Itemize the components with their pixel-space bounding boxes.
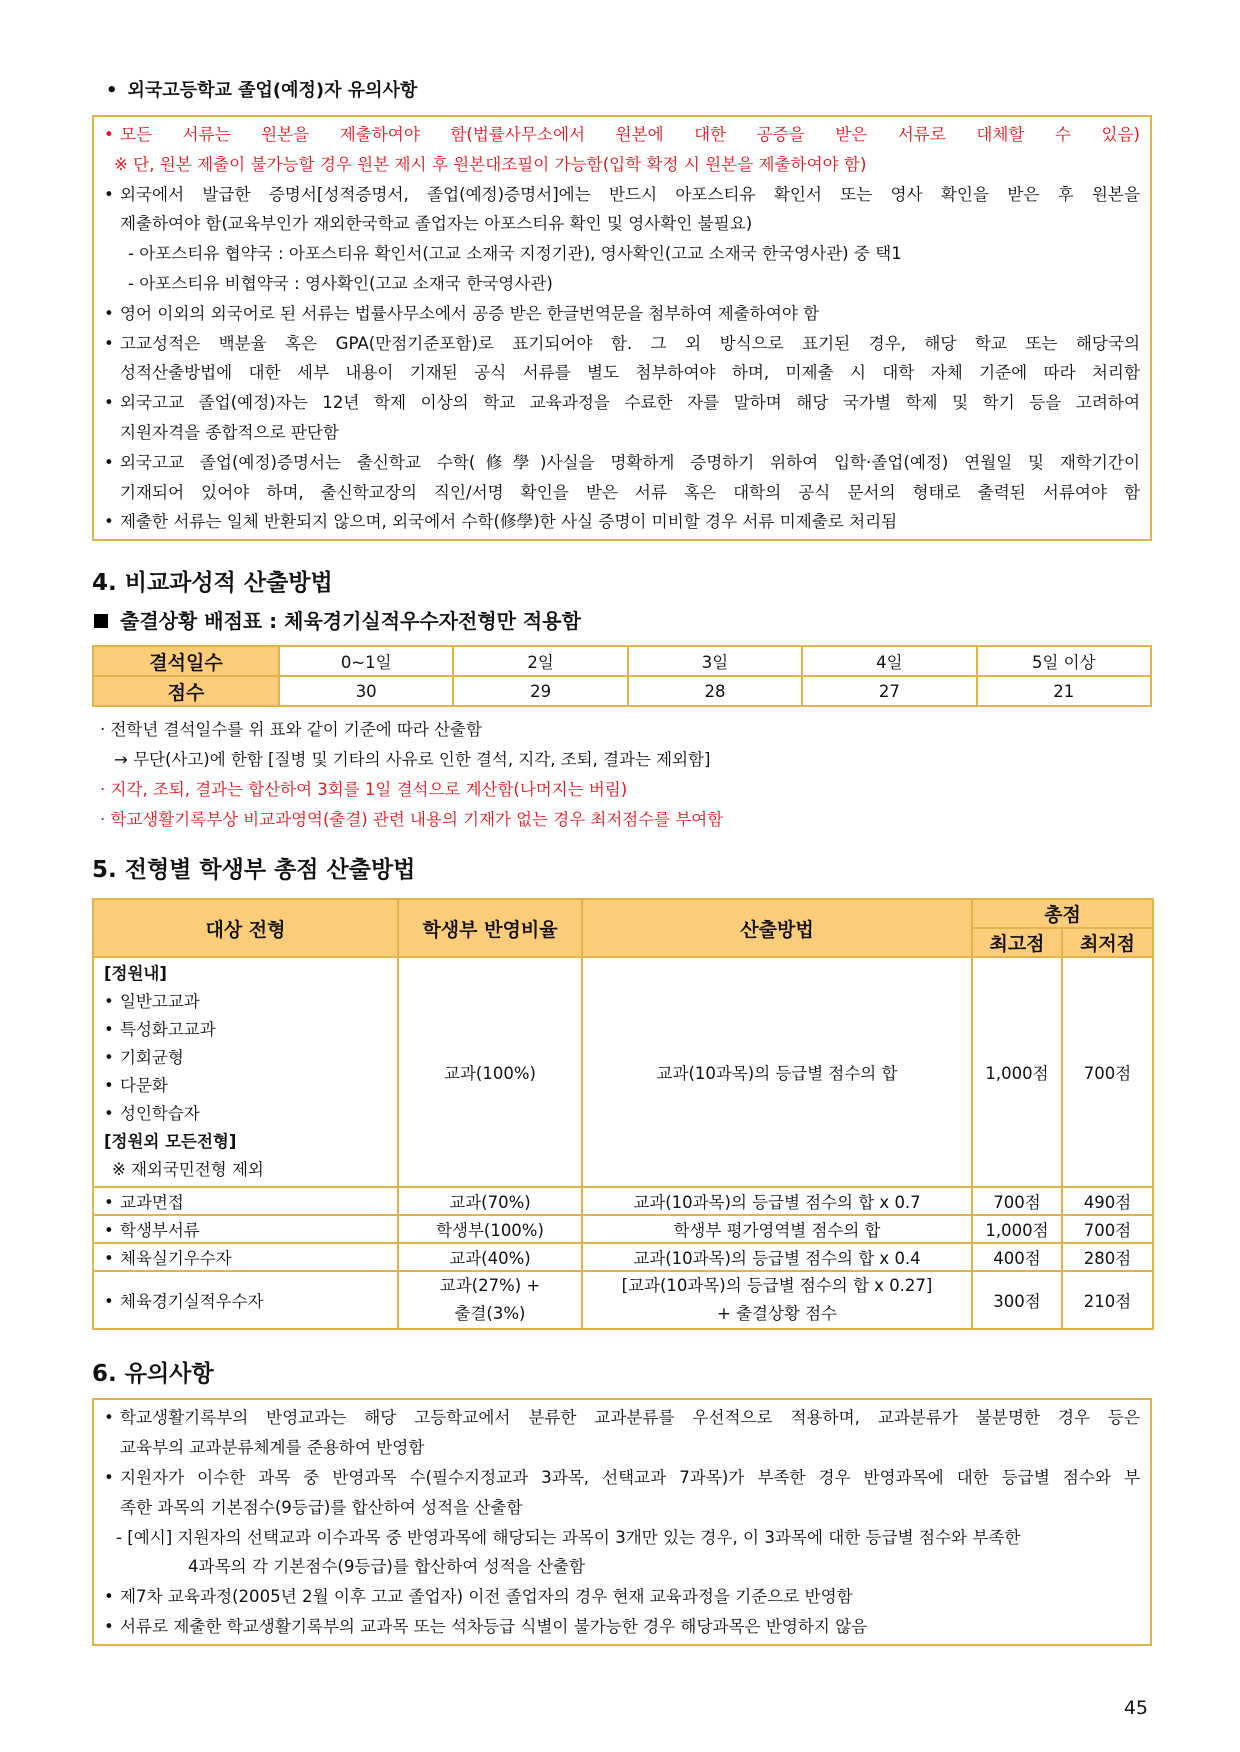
bullet-icon: • [106,80,118,101]
notice-subitem: - 아포스티유 협약국 : 아포스티유 확인서(고교 소재국 지정기관), 영사확인(고교 소재국 한국영사관) 중 택1 [128,244,902,264]
cautions-box [92,1398,1152,1645]
section-4-title: 4. 비교과성적 산출방법 [92,570,333,597]
list-item: • 성인학습자 [104,1104,200,1124]
table-row [93,957,1153,1187]
notice-item: • 외국에서 발급한 증명서[성적증명서, 졸업(예정)증명서]에는 반드시 아포스티유 확인서 또는 영사 확인을 받은 후 원본을 [104,184,1140,204]
ratio-cell: 학생부(100%) [398,1215,582,1243]
table-cell: 29 [453,676,627,706]
note-line: → 무단(사고)에 한함 [질병 및 기타의 사유로 인한 결석, 지각, 조퇴, 결과는 제외함] [114,749,711,769]
ratio-cell: 교과(27%) + 출결(3%) [398,1271,582,1329]
attendance-notes [92,715,1152,834]
table-header-row [93,899,1153,928]
section-5-title: 5. 전형별 학생부 총점 산출방법 [92,857,416,884]
notice-item-cont: 지원자격을 종합적으로 판단함 [120,422,339,442]
header-min: 최저점 [1062,928,1153,957]
section-6-title: 6. 유의사항 [92,1361,214,1388]
notice-item: • 외국고교 졸업(예정)자는 12년 학제 이상의 학교 교육과정을 수료한 자를 말하며 해당 국가별 학제 및 학기 등을 고려하여 [104,393,1140,413]
min-cell: 700점 [1062,1215,1153,1243]
type-cell: • 체육실기우수자 [93,1243,398,1271]
foreign-school-heading: • 외국고등학교 졸업(예정)자 유의사항 [106,80,418,101]
table-row [93,646,1151,676]
max-cell: 700점 [972,1187,1062,1215]
notice-subitem: - 아포스티유 비협약국 : 영사확인(고교 소재국 한국영사관) [128,273,553,293]
table-header-cell: 점수 [93,676,279,706]
min-cell: 210점 [1062,1271,1153,1329]
caution-item-cont: 족한 과목의 기본점수(9등급)를 합산하여 성적을 산출함 [120,1497,523,1517]
caution-item: • 서류로 제출한 학교생활기록부의 교과목 또는 석차등급 식별이 불가능한 경우 해당과목은 반영하지 않음 [104,1616,868,1636]
ratio-cell: 교과(100%) [398,957,582,1187]
list-item: • 특성화고교과 [104,1020,216,1040]
table-cell: 28 [628,676,802,706]
header-ratio: 학생부 반영비율 [398,899,582,957]
notice-item-cont: 성적산출방법에 대한 세부 내용이 기재된 공식 서류를 별도 첨부하여야 하며, 미제출 시 대학 자체 기준에 따라 처리함 [120,363,1140,383]
min-cell: 280점 [1062,1243,1153,1271]
group-label: [정원내] [104,964,167,984]
list-item: • 기회균형 [104,1048,184,1068]
list-item: • 다문화 [104,1076,168,1096]
group-note: ※ 재외국민전형 제외 [112,1160,264,1180]
method-cell: 교과(10과목)의 등급별 점수의 합 x 0.4 [582,1243,972,1271]
caution-item: • 학교생활기록부의 반영교과는 해당 고등학교에서 분류한 교과분류를 우선적으로 적용하며, 교과분류가 불분명한 경우 등은 [104,1408,1140,1428]
max-cell: 300점 [972,1271,1062,1329]
header-type: 대상 전형 [93,899,398,957]
total-score-table [92,898,1154,1330]
caution-example: - [예시] 지원자의 선택교과 이수과목 중 반영과목에 해당되는 과목이 3개만 있는 경우, 이 3과목에 대한 등급별 점수와 부족한 [116,1527,1021,1547]
table-cell: 21 [977,676,1151,706]
min-cell: 700점 [1062,957,1153,1187]
note-line: · 전학년 결석일수를 위 표와 같이 기준에 따라 산출함 [100,720,482,740]
header-max: 최고점 [972,928,1062,957]
type-cell: • 학생부서류 [93,1215,398,1243]
notice-item: • 제출한 서류는 일체 반환되지 않으며, 외국에서 수학(修學)한 사실 증명이 미비할 경우 서류 미제출로 처리됨 [104,512,898,532]
list-item: • 일반고교과 [104,992,200,1012]
note-line: · 지각, 조퇴, 결과는 합산하여 3회를 1일 결석으로 계산함(나머지는 버림) [100,779,628,799]
foreign-school-notice-box [92,115,1152,541]
max-cell: 400점 [972,1243,1062,1271]
note-line: · 학교생활기록부상 비교과영역(출결) 관련 내용의 기재가 없는 경우 최저점수를 부여함 [100,809,724,829]
min-cell: 490점 [1062,1187,1153,1215]
caution-example-cont: 4과목의 각 기본점수(9등급)를 합산하여 성적을 산출함 [188,1557,586,1577]
table-row [93,1243,1153,1271]
notice-item-cont: 기재되어 있어야 하며, 출신학교장의 직인/서명 확인을 받은 서류 혹은 대학의 공식 문서의 형태로 출력된 서류여야 함 [120,482,1140,502]
notice-item: • 영어 이외의 외국어로 된 서류는 법률사무소에서 공증 받은 한글번역문을 첨부하여 제출하여야 함 [104,303,820,323]
ratio-cell: 교과(40%) [398,1243,582,1271]
notice-item: • 고교성적은 백분율 혹은 GPA(만점기준포함)로 표기되어야 함. 그 외 방식으로 표기된 경우, 해당 학교 또는 해당국의 [104,333,1140,353]
table-row [93,1187,1153,1215]
method-cell: 학생부 평가영역별 점수의 합 [582,1215,972,1243]
page-content [92,76,1152,1646]
type-cell: • 체육경기실적우수자 [93,1271,398,1329]
caution-item: • 제7차 교육과정(2005년 2월 이후 고교 졸업자) 이전 졸업자의 경우 현재 교육과정을 기준으로 반영함 [104,1587,853,1607]
group-label: [정원외 모든전형] [104,1132,237,1152]
table-cell: 5일 이상 [977,646,1151,676]
header-total: 총점 [972,899,1153,928]
square-bullet-icon [94,614,108,628]
table-cell: 0~1일 [279,646,453,676]
header-method: 산출방법 [582,899,972,957]
attendance-subtitle: 출결상황 배점표 : 체육경기실적우수자전형만 적용함 [92,603,1152,639]
attendance-table [92,645,1152,707]
notice-item: • 외국고교 졸업(예정)증명서는 출신학교 수학(修學)사실을 명확하게 증명하기 위하여 입학·졸업(예정) 연월일 및 재학기간이 [104,452,1140,472]
notice-item: • 모든 서류는 원본을 제출하여야 함(법률사무소에서 원본에 대한 공증을 받은 서류로 대체할 수 있음) [104,125,1140,144]
table-cell: 3일 [628,646,802,676]
table-row [93,1215,1153,1243]
ratio-cell: 교과(70%) [398,1187,582,1215]
table-cell: 4일 [802,646,976,676]
notice-note: ※ 단, 원본 제출이 불가능할 경우 원본 제시 후 원본대조필이 가능함(입학 확정 시 원본을 제출하여야 함) [114,154,867,174]
caution-item: • 지원자가 이수한 과목 중 반영과목 수(필수지정교과 3과목, 선택교과 7과목)가 부족한 경우 반영과목에 대한 등급별 점수와 부 [104,1467,1140,1487]
table-cell: 30 [279,676,453,706]
type-cell: • 교과면접 [93,1187,398,1215]
max-cell: 1,000점 [972,957,1062,1187]
page-number: 45 [1123,1697,1148,1719]
max-cell: 1,000점 [972,1215,1062,1243]
method-cell: [교과(10과목)의 등급별 점수의 합 x 0.27] + 출결상황 점수 [582,1271,972,1329]
table-row [93,676,1151,706]
table-cell: 27 [802,676,976,706]
table-cell: 2일 [453,646,627,676]
method-cell: 교과(10과목)의 등급별 점수의 합 x 0.7 [582,1187,972,1215]
table-header-cell: 결석일수 [93,646,279,676]
table-row [93,1271,1153,1329]
notice-item-cont: 제출하여야 함(교육부인가 재외한국학교 졸업자는 아포스티유 확인 및 영사확인 불필요) [120,214,753,234]
method-cell: 교과(10과목)의 등급별 점수의 합 [582,957,972,1187]
type-cell [93,957,398,1187]
caution-item-cont: 교육부의 교과분류체계를 준용하여 반영함 [120,1438,425,1458]
